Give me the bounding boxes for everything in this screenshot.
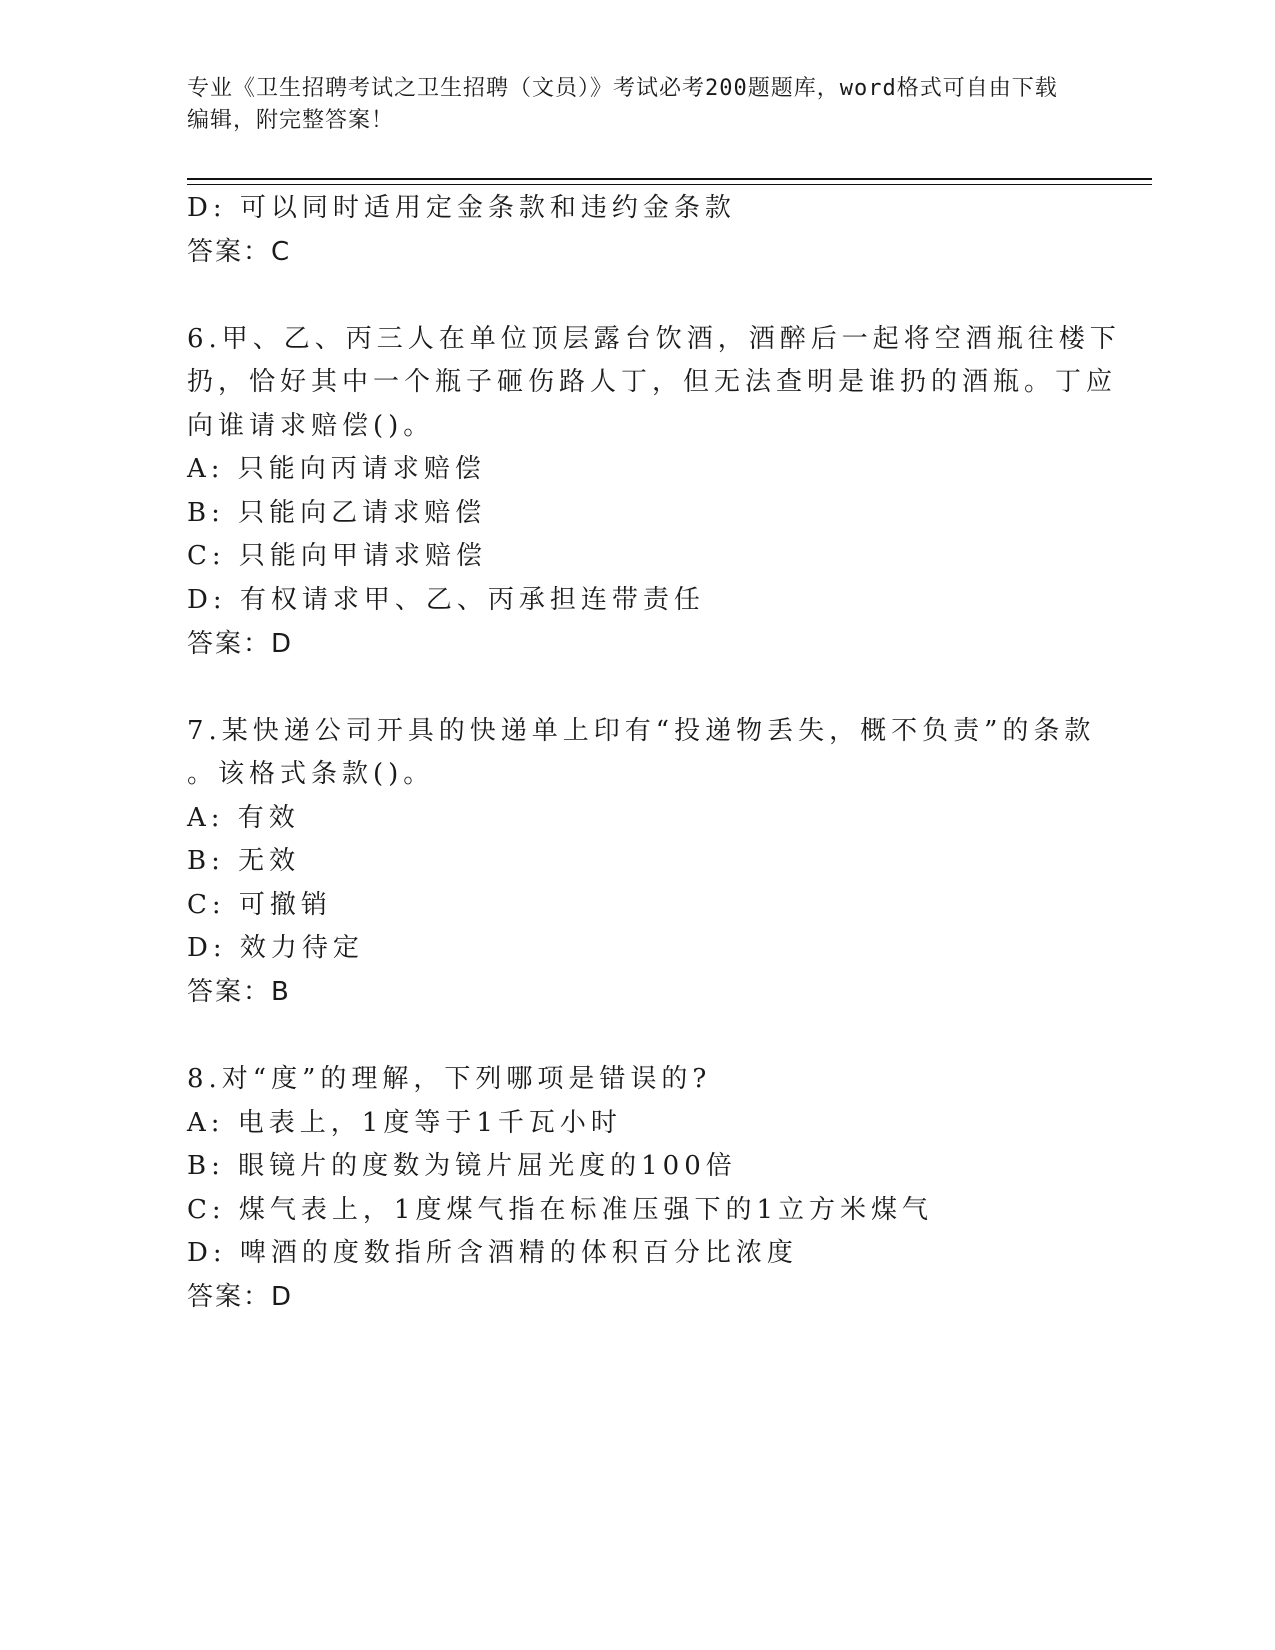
q5-answer: 答案：C [187,237,292,267]
q6-answer: 答案：D [187,629,294,659]
q6-stem-line-2: 扔，恰好其中一个瓶子砸伤路人丁，但无法查明是谁扔的酒瓶。丁应 [187,367,1118,397]
q7-stem-line-1: 7.某快递公司开具的快递单上印有“投递物丢失，概不负责”的条款 [187,716,1096,746]
q7-option-b: B: 无效 [187,846,301,876]
q8-option-c: C: 煤气表上，1度煤气指在标准压强下的1立方米煤气 [187,1195,934,1225]
q6-stem-line-3: 向谁请求赔偿()。 [187,411,435,441]
q7-stem-line-2: 。该格式条款()。 [187,759,435,789]
q8-option-a: A: 电表上，1度等于1千瓦小时 [187,1108,622,1138]
header-divider [187,178,1152,180]
q7-option-a: A: 有效 [187,803,300,833]
q8-stem: 8.对“度”的理解，下列哪项是错误的? [187,1064,712,1094]
q6-option-a: A: 只能向丙请求赔偿 [187,454,486,484]
document-header: 专业《卫生招聘考试之卫生招聘（文员）》考试必考200题题库，word格式可自由下载编辑，附完整答案！ [187,76,1058,133]
q7-answer: 答案：B [187,977,291,1007]
q8-option-d: D: 啤酒的度数指所含酒精的体积百分比浓度 [187,1238,798,1268]
q6-stem-line-1: 6.甲、乙、丙三人在单位顶层露台饮酒，酒醉后一起将空酒瓶往楼下 [187,324,1121,354]
q6-option-b: B: 只能向乙请求赔偿 [187,498,487,528]
q8-option-b: B: 眼镜片的度数为镜片屈光度的100倍 [187,1151,737,1181]
q8-answer: 答案：D [187,1282,294,1312]
q7-option-c: C: 可撤销 [187,890,332,920]
q7-option-d: D: 效力待定 [187,933,364,963]
q5-option-d: D: 可以同时适用定金条款和违约金条款 [187,193,736,223]
header-divider-thin [187,184,1152,185]
q6-option-c: C: 只能向甲请求赔偿 [187,541,487,571]
q6-option-d: D: 有权请求甲、乙、丙承担连带责任 [187,585,705,615]
